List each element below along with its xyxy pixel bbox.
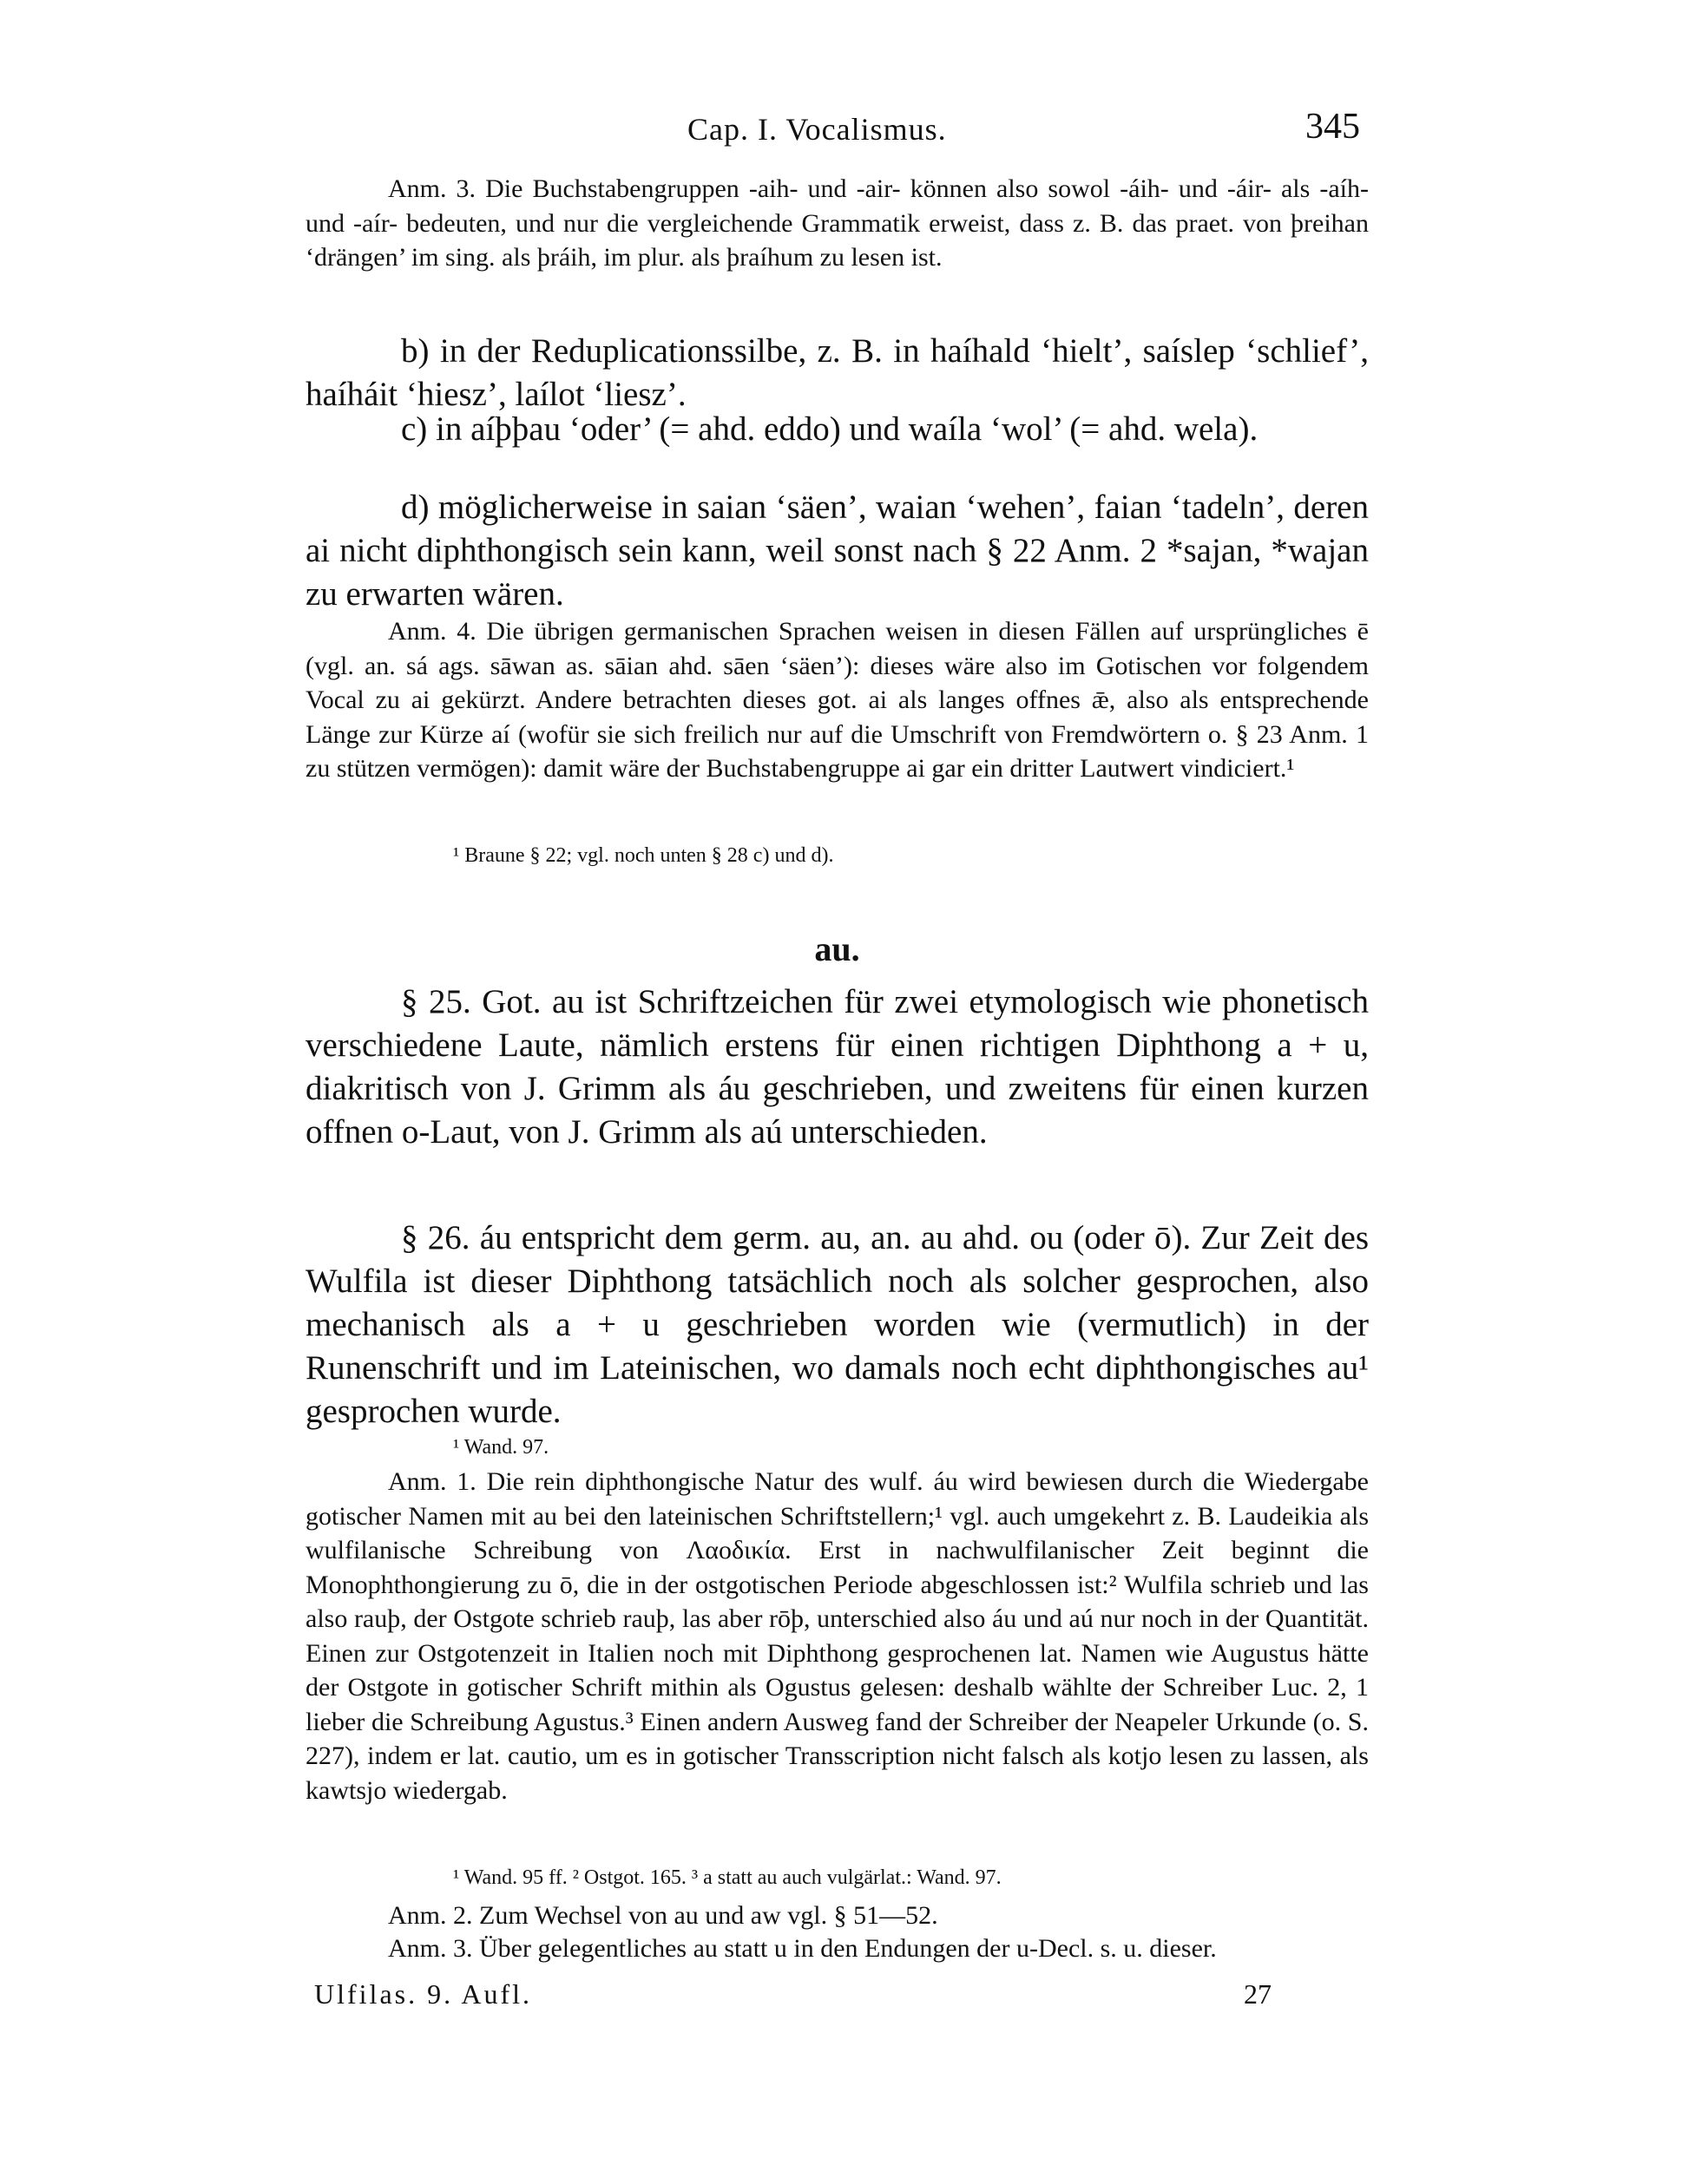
anm-1-paragraph: Anm. 1. Die rein diphthongische Natur des wulf. áu wird bewiesen durch die Wiedergabe gotischer Namen mit au bei den lateinischen Schriftstellern;¹ vgl. auch umgekehrt z. B. Laudeikia als wulfilanische Schreibung von Λαοδικία. Erst in nachwulfilanischer Zeit beginnt die Monophthongierung zu ō, die in der ostgotischen Periode abgeschlossen ist:² Wulfila schrieb und las also rauþ, der Ostgote schrieb rauþ, las aber rōþ, unterschied also áu und aú nur noch in der Quantität. Einen zur Ostgotenzeit in Italien noch mit Diphthong gesprochenen lat. Namen wie Augustus hätte der Ostgote in gotischer Schrift mithin als Ogustus gelesen: deshalb wählte der Schreiber Luc. 2, 1 lieber die Schreibung Agustus.³ Einen andern Ausweg fand der Schreiber der Neapeler Urkunde (o. S. 227), indem er lat. cautio, um es in gotischer Transscription nicht falsch als kotjo lesen zu lassen, als kawtsjo wiedergab. xyxy=(306,1467,1369,1805)
anm-3-paragraph: Anm. 3. Die Buchstabengruppen -aih- und -air- können also sowol -áih- und -áir- als -aíh- und -aír- bedeuten, und nur die vergleichende Grammatik erweist, dass z. B. das praet. von þreihan ‘drängen’ im sing. als þráih, im plur. als þraíhum zu lesen ist. xyxy=(306,174,1369,272)
anm-3b-paragraph: Anm. 3. Über gelegentliches au statt u in den Endungen der u-Decl. s. u. dieser. xyxy=(388,1934,1217,1963)
paragraph-c: c) in aíþþau ‘oder’ (= ahd. eddo) und waíla ‘wol’ (= ahd. wela). xyxy=(401,410,1259,448)
footnote-3: ¹ Wand. 95 ff. ² Ostgot. 165. ³ a statt au auch vulgärlat.: Wand. 97. xyxy=(453,1866,1002,1889)
signature-mark: Ulfilas. 9. Aufl. xyxy=(314,1978,532,2010)
paragraph-d: d) möglicherweise in saian ‘säen’, waian ‘wehen’, faian ‘tadeln’, deren ai nicht diphthongisch sein kann, weil sonst nach § 22 Anm. 2 *sajan, *wajan zu erwarten wären. xyxy=(306,489,1369,613)
anm-2-paragraph: Anm. 2. Zum Wechsel von au und aw vgl. § 51—52. xyxy=(388,1901,938,1930)
footnote-1: ¹ Braune § 22; vgl. noch unten § 28 c) und d). xyxy=(453,844,834,867)
running-header xyxy=(306,107,1369,154)
footnote-2: ¹ Wand. 97. xyxy=(453,1436,549,1459)
section-heading-au: au. xyxy=(814,929,860,968)
page-number: 345 xyxy=(1305,107,1360,147)
section-26-paragraph: § 26. áu entspricht dem germ. au, an. au ahd. ou (oder ō). Zur Zeit des Wulfila ist dieser Diphthong tatsächlich noch als solcher gesprochen, also mechanisch als a + u geschrieben worden wie (vermutlich) in der Runenschrift und im Lateinischen, wo damals noch echt diphthongisches au¹ gesprochen wurde. xyxy=(306,1219,1369,1430)
section-25-paragraph: § 25. Got. au ist Schriftzeichen für zwei etymologisch wie phonetisch verschiedene Laute, nämlich erstens für einen richtigen Diphthong a + u, diakritisch von J. Grimm als áu geschrieben, und zweitens für einen kurzen offnen o-Laut, von J. Grimm als aú unterschieden. xyxy=(306,983,1369,1151)
page-footer xyxy=(306,1978,1369,2017)
chapter-title: Cap. I. Vocalismus. xyxy=(687,112,947,147)
sheet-number: 27 xyxy=(1244,1978,1272,2010)
paragraph-b: b) in der Reduplicationssilbe, z. B. in haíhald ‘hielt’, saíslep ‘schlief’, haíháit ‘hiesz’, laílot ‘liesz’. xyxy=(306,332,1369,413)
anm-4-paragraph: Anm. 4. Die übrigen germanischen Sprachen weisen in diesen Fällen auf ursprüngliches ē (vgl. an. sá ags. sāwan as. sāian ahd. sāen ‘säen’): dieses wäre also im Gotischen vor folgendem Vocal zu ai gekürzt. Andere betrachten dieses got. ai als langes offnes ǣ, also als entsprechende Länge zur Kürze aí (wofür sie sich freilich nur auf die Umschrift von Fremdwörtern o. § 23 Anm. 1 zu stützen vermögen): damit wäre der Buchstabengruppe ai gar ein dritter Lautwert vindiciert.¹ xyxy=(306,617,1369,783)
